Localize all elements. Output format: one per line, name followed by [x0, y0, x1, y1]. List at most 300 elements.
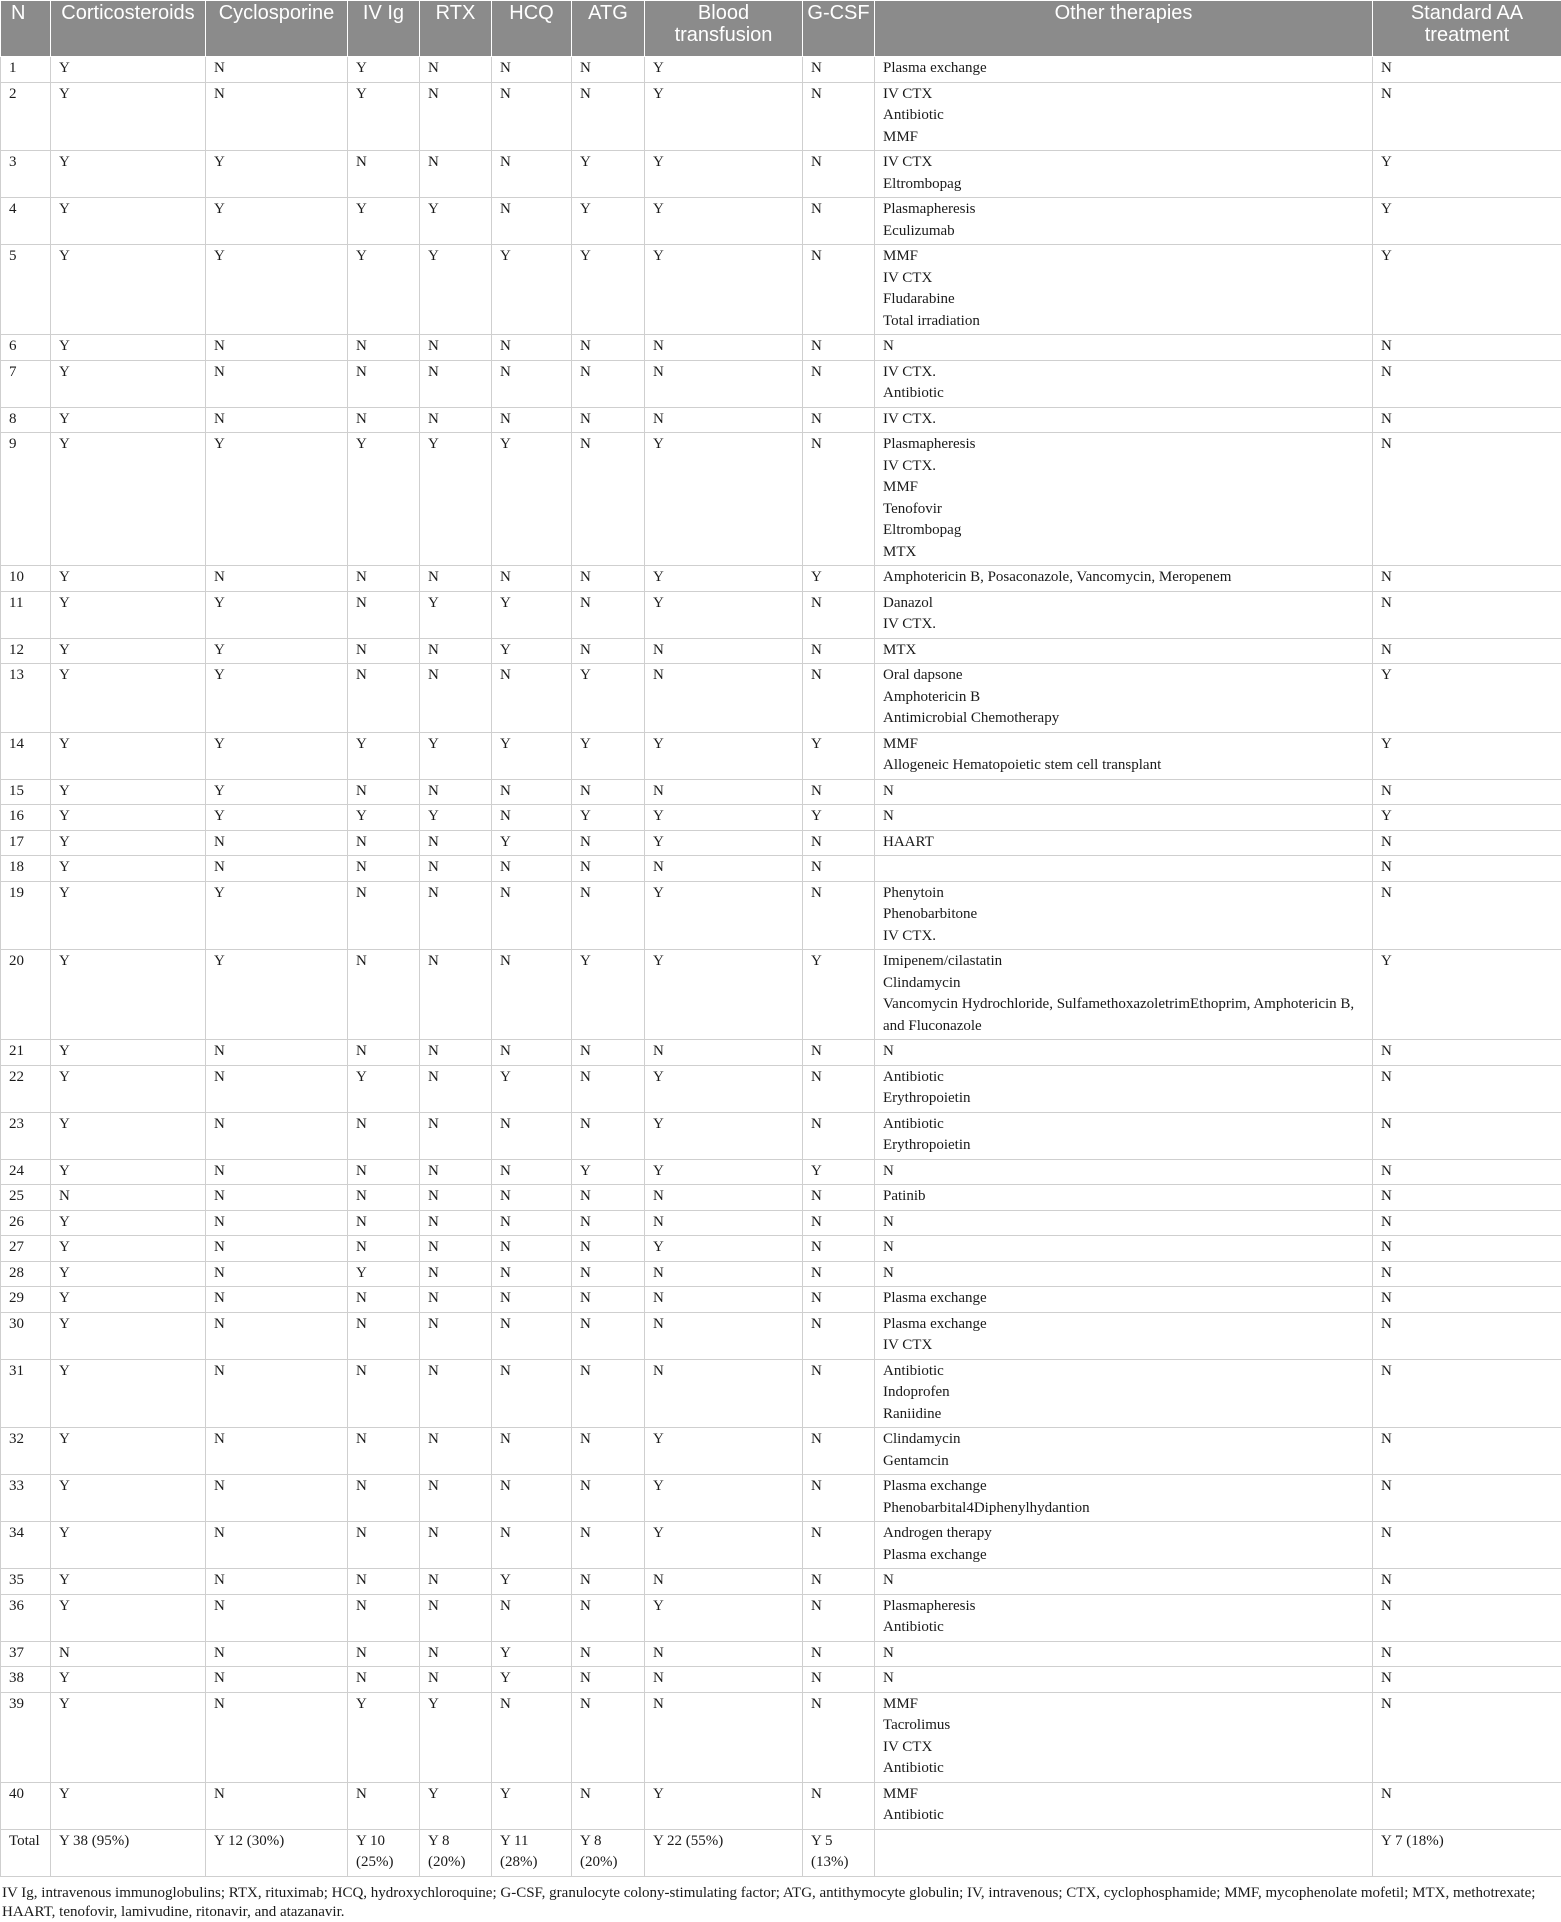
therapy-line: N — [883, 1668, 1364, 1690]
cell-iv-ig: N — [348, 950, 420, 1040]
cell-atg: Y — [572, 198, 645, 245]
cell-rtx: N — [420, 664, 492, 733]
therapy-line: IV CTX. — [883, 926, 1364, 948]
cell-blood-transfusion: N — [645, 1641, 803, 1667]
cell-blood-transfusion: Y — [645, 1782, 803, 1829]
cell-iv-ig: N — [348, 335, 420, 361]
cell-cyclosporine: Y — [206, 245, 348, 335]
table-row — [1, 407, 1561, 433]
therapy-line: MTX — [883, 542, 1364, 564]
therapy-line: IV CTX. — [883, 614, 1364, 636]
therapy-line: Eltrombopag — [883, 520, 1364, 542]
cell-standard-aa-treatment: N — [1373, 1261, 1561, 1287]
cell-g-csf: N — [803, 1065, 875, 1112]
cell-blood-transfusion: Y — [645, 198, 803, 245]
cell-g-csf: Y — [803, 1159, 875, 1185]
cell-corticosteroids: Y — [51, 1569, 206, 1595]
table-row — [1, 1522, 1561, 1569]
cell-other-therapies — [875, 1065, 1373, 1112]
cell-other-therapies — [875, 335, 1373, 361]
therapy-line: HAART — [883, 832, 1364, 854]
cell-g-csf: N — [803, 1312, 875, 1359]
therapy-line: MMF — [883, 246, 1364, 268]
table-row — [1, 1210, 1561, 1236]
cell-other-therapies — [875, 151, 1373, 198]
cell-other-therapies — [875, 591, 1373, 638]
cell-rtx: Y — [420, 732, 492, 779]
table-row — [1, 1159, 1561, 1185]
cell-cyclosporine: N — [206, 1261, 348, 1287]
cell-other-therapies — [875, 57, 1373, 83]
cell-corticosteroids: Y — [51, 1667, 206, 1693]
cell-standard-aa-treatment: N — [1373, 638, 1561, 664]
therapy-line: N — [883, 1643, 1364, 1665]
cell-atg: N — [572, 1782, 645, 1829]
cell-iv-ig: N — [348, 360, 420, 407]
cell-n: 28 — [1, 1261, 51, 1287]
cell-g-csf: Y — [803, 566, 875, 592]
cell-rtx: N — [420, 1428, 492, 1475]
cell-standard-aa-treatment: Y — [1373, 198, 1561, 245]
cell-corticosteroids: Y — [51, 407, 206, 433]
cell-g-csf: N — [803, 1522, 875, 1569]
cell-rtx: N — [420, 335, 492, 361]
therapy-line: IV CTX. — [883, 456, 1364, 478]
therapy-line: Plasma exchange — [883, 1476, 1364, 1498]
cell-n: 34 — [1, 1522, 51, 1569]
cell-hcq: N — [492, 1261, 572, 1287]
cell-standard-aa-treatment: N — [1373, 1475, 1561, 1522]
cell-rtx: N — [420, 1522, 492, 1569]
cell-cyclosporine: N — [206, 1112, 348, 1159]
therapy-line: Antibiotic — [883, 1361, 1364, 1383]
cell-cyclosporine: N — [206, 1782, 348, 1829]
cell-cyclosporine: N — [206, 1641, 348, 1667]
cell-atg: N — [572, 566, 645, 592]
therapy-line: Plasmapheresis — [883, 434, 1364, 456]
therapy-line: MMF — [883, 1694, 1364, 1716]
cell-g-csf: N — [803, 1112, 875, 1159]
cell-hcq: N — [492, 1210, 572, 1236]
cell-standard-aa-treatment: Y — [1373, 950, 1561, 1040]
cell-blood-transfusion: N — [645, 1287, 803, 1313]
cell-cyclosporine: Y — [206, 779, 348, 805]
table-row — [1, 664, 1561, 733]
cell-cyclosporine: N — [206, 1475, 348, 1522]
cell-standard-aa-treatment: N — [1373, 1159, 1561, 1185]
cell-corticosteroids: Y — [51, 881, 206, 950]
cell-blood-transfusion: N — [645, 1261, 803, 1287]
table-row — [1, 1040, 1561, 1066]
cell-cyclosporine: N — [206, 1159, 348, 1185]
cell-atg: N — [572, 779, 645, 805]
therapy-line: Tacrolimus — [883, 1715, 1364, 1737]
cell-standard-aa-treatment: N — [1373, 1065, 1561, 1112]
cell-standard-aa-treatment: N — [1373, 82, 1561, 151]
cell-rtx: N — [420, 82, 492, 151]
table-row — [1, 151, 1561, 198]
cell-corticosteroids: N — [51, 1641, 206, 1667]
therapy-line: IV CTX. — [883, 409, 1364, 431]
therapy-line: Amphotericin B — [883, 687, 1364, 709]
cell-corticosteroids: Y — [51, 732, 206, 779]
cell-rtx: N — [420, 856, 492, 882]
therapy-line: Plasma exchange — [883, 1314, 1364, 1336]
cell-corticosteroids: Y — [51, 856, 206, 882]
table-row — [1, 591, 1561, 638]
cell-rtx: N — [420, 1236, 492, 1262]
cell-hcq: N — [492, 1522, 572, 1569]
cell-hcq: N — [492, 1359, 572, 1428]
cell-g-csf: N — [803, 1475, 875, 1522]
cell-n: 11 — [1, 591, 51, 638]
cell-g-csf: N — [803, 881, 875, 950]
cell-g-csf: N — [803, 198, 875, 245]
cell-rtx: N — [420, 1210, 492, 1236]
cell-g-csf: N — [803, 664, 875, 733]
cell-cyclosporine: N — [206, 1236, 348, 1262]
cell-iv-ig: N — [348, 1782, 420, 1829]
therapy-line: N — [883, 1237, 1364, 1259]
cell-cyclosporine: N — [206, 1522, 348, 1569]
cell-corticosteroids: Y — [51, 57, 206, 83]
cell-corticosteroids: N — [51, 1185, 206, 1211]
cell-blood-transfusion: N — [645, 856, 803, 882]
cell-atg: N — [572, 57, 645, 83]
cell-atg: Y — [572, 732, 645, 779]
cell-other-therapies — [875, 856, 1373, 882]
cell-n: 37 — [1, 1641, 51, 1667]
cell-n: 40 — [1, 1782, 51, 1829]
cell-standard-aa-treatment: N — [1373, 1040, 1561, 1066]
table-row — [1, 566, 1561, 592]
cell-blood-transfusion: Y — [645, 82, 803, 151]
cell-other-therapies — [875, 805, 1373, 831]
cell-atg: Y — [572, 805, 645, 831]
cell-other-therapies — [875, 1112, 1373, 1159]
cell-iv-ig: Y — [348, 433, 420, 566]
cell-other-therapies — [875, 1782, 1373, 1829]
cell-other-therapies — [875, 1287, 1373, 1313]
header-blood-transfusion: Blood transfusion — [645, 1, 803, 57]
cell-cyclosporine: Y — [206, 591, 348, 638]
cell-corticosteroids: Y — [51, 335, 206, 361]
cell-blood-transfusion: N — [645, 1359, 803, 1428]
cell-standard-aa-treatment: N — [1373, 1312, 1561, 1359]
therapy-line: N — [883, 1263, 1364, 1285]
cell-n: 14 — [1, 732, 51, 779]
cell-hcq: Y 11 (28%) — [492, 1829, 572, 1876]
cell-rtx: N — [420, 1475, 492, 1522]
cell-g-csf: N — [803, 1359, 875, 1428]
table-header — [1, 1, 1561, 57]
cell-other-therapies — [875, 1569, 1373, 1595]
cell-iv-ig: N — [348, 1641, 420, 1667]
cell-rtx: N — [420, 1312, 492, 1359]
cell-standard-aa-treatment: N — [1373, 566, 1561, 592]
cell-n: 22 — [1, 1065, 51, 1112]
cell-hcq: Y — [492, 245, 572, 335]
cell-corticosteroids: Y — [51, 566, 206, 592]
cell-n: 32 — [1, 1428, 51, 1475]
cell-standard-aa-treatment: N — [1373, 779, 1561, 805]
cell-cyclosporine: N — [206, 57, 348, 83]
cell-blood-transfusion: Y — [645, 591, 803, 638]
therapy-line: MMF — [883, 1784, 1364, 1806]
cell-atg: N — [572, 433, 645, 566]
cell-n: 39 — [1, 1692, 51, 1782]
therapy-line: Androgen therapy — [883, 1523, 1364, 1545]
cell-g-csf: N — [803, 1210, 875, 1236]
therapy-line: Antibiotic — [883, 1805, 1364, 1827]
cell-atg: N — [572, 335, 645, 361]
cell-iv-ig: Y — [348, 198, 420, 245]
cell-blood-transfusion: Y — [645, 881, 803, 950]
cell-standard-aa-treatment: N — [1373, 1185, 1561, 1211]
cell-other-therapies — [875, 1692, 1373, 1782]
table-row — [1, 433, 1561, 566]
cell-n: 21 — [1, 1040, 51, 1066]
cell-cyclosporine: N — [206, 407, 348, 433]
cell-atg: N — [572, 1359, 645, 1428]
cell-iv-ig: Y — [348, 245, 420, 335]
cell-standard-aa-treatment: N — [1373, 1210, 1561, 1236]
therapy-line: N — [883, 1570, 1364, 1592]
cell-iv-ig: N — [348, 1428, 420, 1475]
header-corticosteroids: Corticosteroids — [51, 1, 206, 57]
cell-atg: N — [572, 1065, 645, 1112]
cell-corticosteroids: Y — [51, 1359, 206, 1428]
cell-standard-aa-treatment: N — [1373, 1112, 1561, 1159]
cell-g-csf: N — [803, 779, 875, 805]
cell-rtx: Y — [420, 1692, 492, 1782]
table-body — [1, 57, 1561, 1877]
cell-iv-ig: N — [348, 638, 420, 664]
cell-atg: N — [572, 1428, 645, 1475]
table-row — [1, 198, 1561, 245]
cell-hcq: N — [492, 881, 572, 950]
cell-iv-ig: Y — [348, 1261, 420, 1287]
cell-atg: N — [572, 1692, 645, 1782]
cell-g-csf: N — [803, 1594, 875, 1641]
cell-g-csf: N — [803, 433, 875, 566]
cell-iv-ig: Y — [348, 1692, 420, 1782]
cell-cyclosporine: N — [206, 82, 348, 151]
cell-standard-aa-treatment: N — [1373, 1692, 1561, 1782]
cell-other-therapies — [875, 779, 1373, 805]
cell-rtx: Y — [420, 1782, 492, 1829]
cell-atg: N — [572, 638, 645, 664]
cell-hcq: N — [492, 1112, 572, 1159]
cell-atg: N — [572, 1312, 645, 1359]
therapy-line: Plasmapheresis — [883, 199, 1364, 221]
cell-other-therapies — [875, 1040, 1373, 1066]
therapy-line: Raniidine — [883, 1404, 1364, 1426]
cell-n: 38 — [1, 1667, 51, 1693]
cell-corticosteroids: Y — [51, 1112, 206, 1159]
therapy-line: Amphotericin B, Posaconazole, Vancomycin, Meropenem — [883, 567, 1364, 589]
cell-iv-ig: Y — [348, 1065, 420, 1112]
cell-hcq: Y — [492, 1667, 572, 1693]
cell-hcq: N — [492, 779, 572, 805]
header-atg: ATG — [572, 1, 645, 57]
cell-rtx: N — [420, 950, 492, 1040]
table-row — [1, 881, 1561, 950]
cell-iv-ig: N — [348, 1475, 420, 1522]
therapy-line: Danazol — [883, 593, 1364, 615]
cell-g-csf: N — [803, 151, 875, 198]
cell-g-csf: Y — [803, 732, 875, 779]
cell-g-csf: N — [803, 1641, 875, 1667]
cell-atg: Y 8 (20%) — [572, 1829, 645, 1876]
cell-standard-aa-treatment: N — [1373, 1569, 1561, 1595]
cell-blood-transfusion: Y — [645, 732, 803, 779]
cell-corticosteroids: Y — [51, 1210, 206, 1236]
header-g-csf: G-CSF — [803, 1, 875, 57]
cell-other-therapies — [875, 82, 1373, 151]
cell-corticosteroids: Y — [51, 638, 206, 664]
cell-n: 18 — [1, 856, 51, 882]
cell-atg: Y — [572, 950, 645, 1040]
cell-iv-ig: Y — [348, 732, 420, 779]
cell-blood-transfusion: Y — [645, 1522, 803, 1569]
table-row — [1, 732, 1561, 779]
cell-atg: N — [572, 360, 645, 407]
cell-blood-transfusion: N — [645, 335, 803, 361]
therapy-line: IV CTX — [883, 1737, 1364, 1759]
cell-cyclosporine: N — [206, 830, 348, 856]
therapy-line: Erythropoietin — [883, 1135, 1364, 1157]
cell-other-therapies — [875, 407, 1373, 433]
cell-other-therapies — [875, 1667, 1373, 1693]
cell-n: 17 — [1, 830, 51, 856]
cell-n: 10 — [1, 566, 51, 592]
cell-g-csf: N — [803, 1782, 875, 1829]
cell-blood-transfusion: Y 22 (55%) — [645, 1829, 803, 1876]
cell-blood-transfusion: N — [645, 1692, 803, 1782]
cell-iv-ig: N — [348, 1312, 420, 1359]
cell-atg: Y — [572, 664, 645, 733]
cell-hcq: Y — [492, 433, 572, 566]
cell-rtx: N — [420, 360, 492, 407]
therapy-line: Imipenem/cilastatin — [883, 951, 1364, 973]
cell-hcq: N — [492, 856, 572, 882]
cell-blood-transfusion: N — [645, 1667, 803, 1693]
cell-blood-transfusion: N — [645, 1040, 803, 1066]
cell-standard-aa-treatment: N — [1373, 433, 1561, 566]
cell-iv-ig: N — [348, 856, 420, 882]
cell-other-therapies — [875, 1829, 1373, 1876]
cell-rtx: N — [420, 830, 492, 856]
cell-cyclosporine: Y — [206, 732, 348, 779]
table-row — [1, 1692, 1561, 1782]
cell-rtx: N — [420, 566, 492, 592]
cell-standard-aa-treatment: Y 7 (18%) — [1373, 1829, 1561, 1876]
cell-n: 1 — [1, 57, 51, 83]
cell-other-therapies — [875, 1428, 1373, 1475]
cell-g-csf: N — [803, 360, 875, 407]
header-rtx: RTX — [420, 1, 492, 57]
cell-blood-transfusion: Y — [645, 245, 803, 335]
cell-cyclosporine: N — [206, 1359, 348, 1428]
cell-other-therapies — [875, 1261, 1373, 1287]
cell-cyclosporine: N — [206, 566, 348, 592]
cell-n: 16 — [1, 805, 51, 831]
cell-g-csf: N — [803, 1428, 875, 1475]
cell-standard-aa-treatment: N — [1373, 335, 1561, 361]
cell-corticosteroids: Y 38 (95%) — [51, 1829, 206, 1876]
cell-corticosteroids: Y — [51, 198, 206, 245]
cell-hcq: Y — [492, 1641, 572, 1667]
cell-corticosteroids: Y — [51, 1287, 206, 1313]
cell-other-therapies — [875, 1159, 1373, 1185]
cell-cyclosporine: N — [206, 856, 348, 882]
cell-n: 36 — [1, 1594, 51, 1641]
cell-n: 31 — [1, 1359, 51, 1428]
cell-n: 24 — [1, 1159, 51, 1185]
cell-g-csf: N — [803, 82, 875, 151]
cell-corticosteroids: Y — [51, 1475, 206, 1522]
cell-iv-ig: N — [348, 1210, 420, 1236]
cell-blood-transfusion: Y — [645, 1236, 803, 1262]
cell-g-csf: N — [803, 830, 875, 856]
therapy-line: Clindamycin — [883, 1429, 1364, 1451]
cell-iv-ig: N — [348, 1522, 420, 1569]
table-row — [1, 805, 1561, 831]
table-row — [1, 856, 1561, 882]
cell-rtx: N — [420, 57, 492, 83]
therapy-line: Gentamcin — [883, 1451, 1364, 1473]
cell-cyclosporine: N — [206, 1312, 348, 1359]
cell-standard-aa-treatment: N — [1373, 1359, 1561, 1428]
cell-standard-aa-treatment: N — [1373, 881, 1561, 950]
cell-g-csf: N — [803, 1261, 875, 1287]
cell-g-csf: N — [803, 245, 875, 335]
cell-cyclosporine: Y — [206, 151, 348, 198]
cell-standard-aa-treatment: N — [1373, 1641, 1561, 1667]
cell-cyclosporine: N — [206, 1692, 348, 1782]
cell-atg: N — [572, 82, 645, 151]
cell-iv-ig: N — [348, 830, 420, 856]
table-footnote: IV Ig, intravenous immunoglobulins; RTX, rituximab; HCQ, hydroxychloroquine; G-CSF, granulocyte colony-stimulating factor; ATG, antithymocyte globulin; IV, intravenous; CTX, cyclophosphamide; MMF, mycophenolate mofetil; MTX, methotrexate; HAART, tenofovir, lamivudine, ritonavir, and atazanavir. — [2, 1884, 1557, 1922]
cell-g-csf: N — [803, 1185, 875, 1211]
table-row — [1, 82, 1561, 151]
therapy-line: N — [883, 1041, 1364, 1063]
cell-n: 9 — [1, 433, 51, 566]
cell-rtx: Y — [420, 805, 492, 831]
cell-rtx: N — [420, 1040, 492, 1066]
cell-other-therapies — [875, 245, 1373, 335]
cell-standard-aa-treatment: Y — [1373, 151, 1561, 198]
therapy-line: Antimicrobial Chemotherapy — [883, 708, 1364, 730]
cell-rtx: Y 8 (20%) — [420, 1829, 492, 1876]
cell-iv-ig: N — [348, 664, 420, 733]
cell-iv-ig: N — [348, 1185, 420, 1211]
table-row — [1, 1065, 1561, 1112]
therapy-line: Phenobarbital4Diphenylhydantion — [883, 1498, 1364, 1520]
cell-iv-ig: N — [348, 1569, 420, 1595]
cell-n: 35 — [1, 1569, 51, 1595]
cell-rtx: Y — [420, 198, 492, 245]
cell-n: 3 — [1, 151, 51, 198]
cell-other-therapies — [875, 1312, 1373, 1359]
therapy-line: MTX — [883, 640, 1364, 662]
cell-atg: N — [572, 1287, 645, 1313]
cell-hcq: N — [492, 1040, 572, 1066]
cell-rtx: N — [420, 1185, 492, 1211]
cell-other-therapies — [875, 198, 1373, 245]
cell-g-csf: Y 5 (13%) — [803, 1829, 875, 1876]
